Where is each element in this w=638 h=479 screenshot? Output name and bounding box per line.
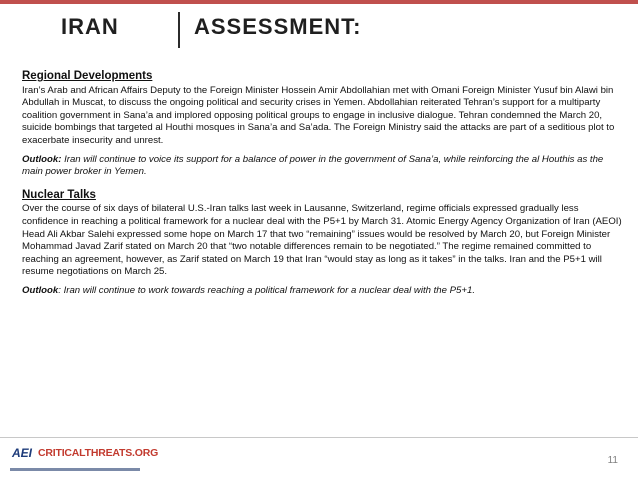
logo-critical-text: CRITICAL <box>38 447 85 459</box>
footer-divider <box>0 437 638 438</box>
header-assessment-title: ASSESSMENT: <box>194 14 362 39</box>
header-divider <box>178 12 180 48</box>
slide-content <box>22 70 622 308</box>
outlook-paragraph <box>22 285 622 298</box>
header-country-title: IRAN <box>61 14 119 39</box>
section-regional-developments <box>22 70 622 179</box>
section-title: Regional Developments <box>22 70 153 82</box>
section-body: Over the course of six days of bilateral U.S.-Iran talks last week in Lausanne, Switzerland, regime officials expressed gradually less confidence in reaching a political framework for a nuclear deal with the P5+1 by March 31. Atomic Energy Agency Organization of Iran (AEOI) Head Ali Akbar Salehi expressed some hope on March 17 that two “remaining” issues would be resolved by March 20, but Foreign Minister Mohammad Javad Zarif stated on March 20 that “two notable differences remain to be negotiated.” The regime remained committed to reaching an agreement, however, as Zarif stated on March 19 that Iran “would stay as long as it takes” in the talks. Iran and the P5+1 will resume negotiations on March 25. <box>22 203 622 278</box>
section-title: Nuclear Talks <box>22 188 96 201</box>
outlook-text: Iran will continue to voice its support for a balance of power in the government of Sana’a, while reinforcing the al Houthis as the main power broker in Yemen. <box>22 153 604 178</box>
aei-logo-text: AEI <box>12 446 33 460</box>
page-number: 11 <box>607 455 618 466</box>
outlook-label: Outlook: <box>22 153 62 165</box>
logo-threats-text: THREATS.ORG <box>84 447 159 459</box>
critical-threats-logo <box>10 444 159 471</box>
outlook-text: : Iran will continue to work towards reaching a political framework for a nuclear deal with the P5+1. <box>58 284 475 296</box>
critical-threats-wordmark <box>38 447 158 459</box>
outlook-paragraph <box>22 154 622 179</box>
slide-header <box>0 4 638 54</box>
outlook-label: Outlook <box>22 284 59 296</box>
section-body: Iran’s Arab and African Affairs Deputy to the Foreign Minister Hossein Amir Abdollahian met with Omani Foreign Minister Yusuf bin Alawi bin Abdullah in Muscat, to discuss the ongoing political and security crises in Yemen. Abdollahian reiterated Tehran’s support for a multiparty coalition government in Sana’a and implored opposing political groups to engage in inclusive dialogue. Tehran condemned the March 20, suicide bombings that targeted al Houthi mosques in Sana’a and Sa’ada. The Foreign Ministry said the attacks are part of a seditious plot to exacerbate insecurity and unrest. <box>22 84 615 146</box>
section-nuclear-talks <box>22 189 622 298</box>
